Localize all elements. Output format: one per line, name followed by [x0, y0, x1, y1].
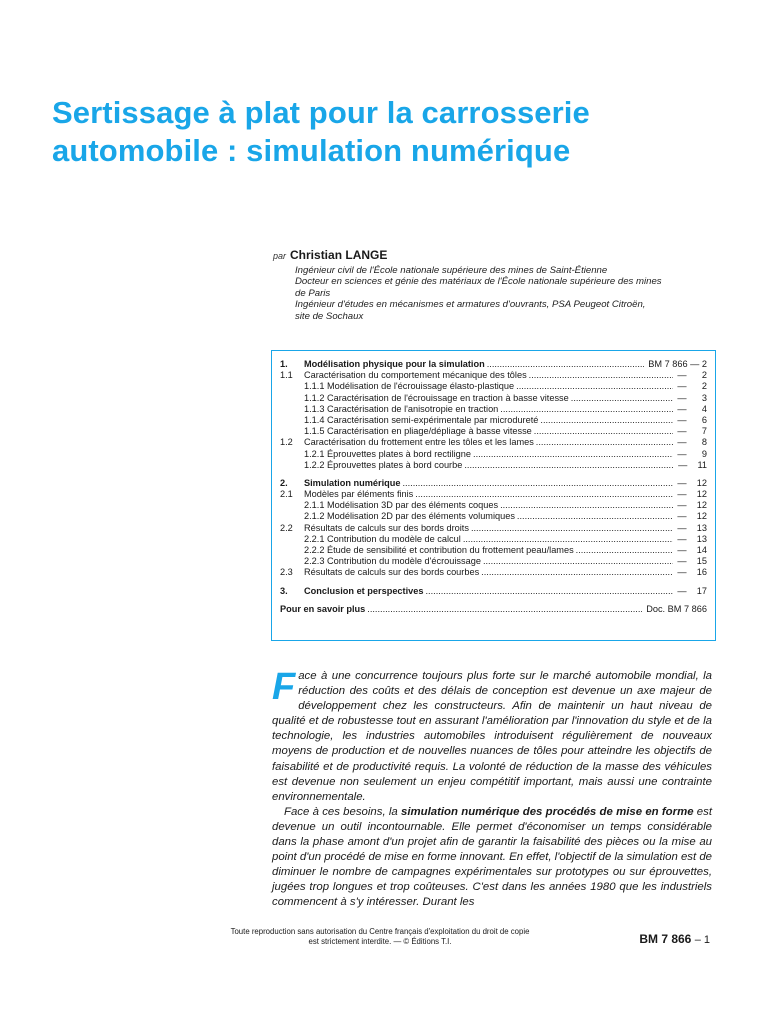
page-number: – 1	[694, 934, 710, 946]
drop-cap: F	[272, 666, 296, 708]
article-body	[272, 666, 712, 911]
toc-entry-label	[304, 523, 673, 534]
toc-entry-page-ref: — 8	[677, 437, 707, 448]
toc-entry-number: 1.1	[280, 370, 293, 381]
toc-entry[interactable]	[280, 426, 707, 437]
toc-entry[interactable]	[280, 478, 707, 489]
toc-entry-page-ref: Doc. BM 7 866	[646, 603, 707, 614]
toc-entry-page-ref: — 2	[677, 381, 707, 392]
toc-entry-label-text: 2.2.2 Étude de sensibilité et contribution du frottement peau/lames	[304, 545, 574, 555]
toc-entry-label	[304, 415, 673, 426]
toc-entry-page-ref: — 12	[677, 489, 707, 500]
toc-entry-label-text: Résultats de calculs sur des bords courbes	[304, 567, 480, 578]
paragraph-second-rest: est devenue un outil incontournable. Elle permet d'économiser un temps considérable dans la phase amont d'un projet afin de garantir la faisabilité des pièces ou la mise au point d'un procédé de mise en forme innovant. En effet, l'objectif de la simulation est de diminuer le nombre de campagnes expérimentales sur prototypes ou sur éprouvettes, jugées trop longues et trop coûteuses. C'est dans les années 1980 que les industriels commencent à s'y intéresser. Durant les	[272, 805, 712, 909]
toc-entry-label-text: Pour en savoir plus	[280, 603, 366, 614]
byline-par: par	[273, 251, 287, 261]
toc-entry-label-text: 1.1.5 Caractérisation en pliage/dépliage à basse vitesse	[304, 426, 532, 437]
byline	[273, 247, 753, 264]
toc-entry[interactable]	[280, 381, 707, 392]
affiliation-line: de Paris	[295, 287, 331, 299]
toc-entry-label	[304, 426, 673, 437]
toc-entry-label	[304, 404, 673, 415]
toc-entry[interactable]	[280, 359, 707, 370]
toc-entry[interactable]	[280, 404, 707, 415]
toc-entry-page-ref: — 16	[677, 567, 707, 578]
toc-entry[interactable]	[280, 586, 707, 597]
copyright-line-2: est strictement interdite. — © Éditions T.I.	[308, 937, 452, 946]
page-reference	[639, 932, 710, 946]
author-affiliations	[295, 265, 753, 322]
toc-entry-label-text: Résultats de calculs sur des bords droits	[304, 522, 469, 533]
toc-entry-label	[304, 556, 673, 567]
toc-entry[interactable]	[280, 449, 707, 460]
toc-entry-label	[304, 567, 673, 578]
toc-entry-page-ref: — 6	[677, 414, 707, 425]
toc-entry-page-ref: — 2	[677, 370, 707, 381]
toc-entry-page-ref: — 17	[677, 585, 707, 596]
toc-entry-label-text: Caractérisation du frottement entre les tôles et les lames	[304, 437, 534, 448]
copyright-line-1: Toute reproduction sans autorisation du Centre français d'exploitation du droit de copie	[230, 927, 530, 936]
toc-entry-label-text: 2.2.3 Contribution du modèle d'écrouissage	[304, 556, 481, 567]
copyright-notice	[195, 927, 565, 947]
toc-entry-page-ref: — 12	[677, 477, 707, 488]
toc-entry-label-text: 2.2.1 Contribution du modèle de calcul	[304, 533, 461, 544]
toc-entry[interactable]	[280, 393, 707, 404]
toc-entry-label-text: 1.1.1 Modélisation de l'écrouissage élasto-plastique	[304, 381, 515, 392]
affiliation-line: site de Sochaux	[295, 310, 364, 322]
toc-entry-label	[304, 449, 673, 460]
toc-entry-label	[304, 534, 673, 545]
toc-entry-page-ref: — 11	[678, 459, 707, 470]
toc-entry[interactable]	[280, 489, 707, 500]
toc-entry-label-text: Caractérisation du comportement mécanique des tôles	[304, 370, 527, 381]
toc-entry-page-ref: — 3	[677, 392, 707, 403]
toc-entry-label-text: Simulation numérique	[304, 477, 401, 488]
toc-entry-label	[304, 437, 673, 448]
document-code: BM 7 866	[639, 932, 692, 946]
toc-entry-label	[304, 545, 673, 556]
author-block	[273, 247, 753, 322]
toc-entry-page-ref: — 9	[677, 448, 707, 459]
affiliation-line: Docteur en sciences et génie des matériaux de l'École nationale supérieure des mines	[295, 276, 662, 288]
toc-entry-label	[304, 359, 644, 370]
toc-entry[interactable]	[280, 556, 707, 567]
toc-entry-label-text: Modélisation physique pour la simulation	[304, 359, 485, 369]
paragraph-intro	[272, 666, 712, 805]
toc-entry[interactable]	[280, 500, 707, 511]
toc-entry-label	[304, 489, 673, 500]
toc-entry-label-text: 1.1.3 Caractérisation de l'anisotropie en traction	[304, 403, 499, 414]
toc-entry-page-ref: — 15	[677, 556, 707, 567]
toc-entry[interactable]	[280, 545, 707, 556]
toc-entry-page-ref: — 12	[677, 511, 707, 522]
title-line-1: Sertissage à plat pour la carrosserie	[52, 95, 590, 130]
toc-entry[interactable]	[280, 460, 707, 471]
toc-entry-label	[304, 393, 673, 404]
toc-entry-label	[304, 460, 674, 471]
affiliation-line: Ingénieur civil de l'École nationale supérieure des mines de Saint-Étienne	[295, 265, 608, 276]
toc-entry-label	[304, 500, 673, 511]
paragraph-intro-text: ace à une concurrence toujours plus forte sur le marché automobile mondial, la réduction des coûts et des délais de conception est devenue un axe majeur de développement chez les constructeurs. Afin de maintenir un haut niveau de qualité et de robustesse tout en assurant l'amélioration par l'innovation du style et de la technologie, les industries automobiles introduisent régulièrement de nouveaux moyens de production et de nouvelles nuances de tôles pour atteindre les objectifs de faisabilité et de productivité requis. La volonté de réduction de la masse des véhicules est devenue non seulement un enjeu compétitif important, mais aussi une contrainte environnementale.	[272, 670, 712, 803]
toc-entry-label-text: 1.1.4 Caractérisation semi-expérimentale par microdureté	[304, 414, 539, 425]
toc-entry[interactable]	[280, 415, 707, 426]
toc-entry-label	[304, 478, 673, 489]
toc-entry-label	[304, 381, 673, 392]
toc-entry-page-ref: — 4	[677, 403, 707, 414]
toc-entry-label	[304, 370, 673, 381]
toc-entry[interactable]	[280, 370, 707, 381]
toc-entry-number: 2.	[280, 477, 288, 488]
table-of-contents	[271, 350, 716, 641]
toc-entry[interactable]	[280, 534, 707, 545]
toc-entry-label-text: Conclusion et perspectives	[304, 585, 424, 596]
paragraph-second-start: Face à ces besoins, la	[284, 805, 402, 818]
toc-entry[interactable]	[280, 437, 707, 448]
toc-entry-label-text: 2.1.2 Modélisation 2D par des éléments volumiques	[304, 511, 515, 522]
toc-entry-page-ref: — 13	[677, 522, 707, 533]
toc-entry-page-ref: — 12	[677, 500, 707, 511]
toc-entry-label-text: 1.1.2 Caractérisation de l'écrouissage en traction à basse vitesse	[304, 392, 569, 403]
toc-entry-label	[304, 511, 673, 522]
article-title	[52, 94, 752, 170]
toc-entry[interactable]	[280, 511, 707, 522]
toc-entry-label-text: 2.1.1 Modélisation 3D par des éléments coques	[304, 500, 499, 511]
toc-entry[interactable]	[280, 567, 707, 578]
toc-entry-number: 2.3	[280, 567, 293, 578]
toc-entry-page-ref: — 7	[677, 426, 707, 437]
toc-entry[interactable]	[280, 523, 707, 534]
toc-entry-page-ref: BM 7 866 — 2	[648, 359, 707, 369]
toc-entry-label-text: 1.2.2 Éprouvettes plates à bord courbe	[304, 459, 463, 470]
toc-entry-page-ref: — 14	[677, 545, 707, 555]
title-line-2: automobile : simulation numérique	[52, 133, 571, 168]
toc-entry-number: 2.1	[280, 489, 293, 500]
paragraph-second	[272, 805, 712, 911]
affiliation-line: Ingénieur d'études en mécanismes et armatures d'ouvrants, PSA Peugeot Citroën,	[295, 299, 646, 311]
toc-entry-label	[304, 586, 673, 597]
toc-entry-page-ref: — 13	[677, 533, 707, 544]
toc-entry-number: 2.2	[280, 522, 293, 533]
toc-entry-number: 3.	[280, 585, 288, 596]
emphasis-simulation: simulation numérique des procédés de mise en forme	[401, 805, 694, 818]
author-name: Christian LANGE	[290, 248, 388, 262]
toc-entry-number: 1.2	[280, 437, 293, 448]
toc-entry-number: 1.	[280, 359, 288, 369]
toc-entry-label-text: Modèles par éléments finis	[304, 489, 414, 500]
toc-entry-label-text: 1.2.1 Éprouvettes plates à bord rectiligne	[304, 448, 472, 459]
toc-entry[interactable]	[280, 604, 707, 615]
toc-entry-label	[280, 604, 642, 615]
